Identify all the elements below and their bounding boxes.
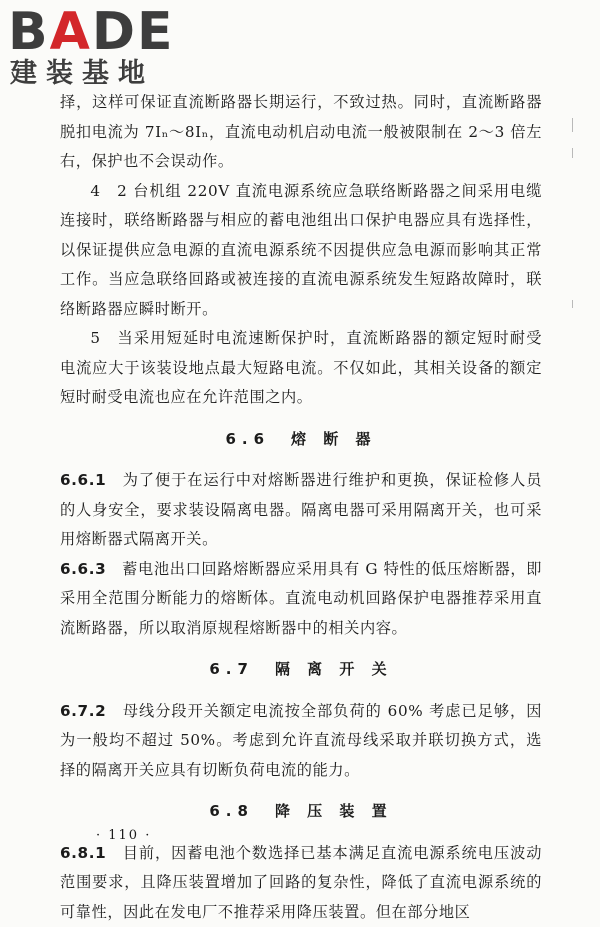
paragraph-item-4: 4 2 台机组 220V 直流电源系统应急联络断路器之间采用电缆连接时，联络断路器与相应的蓄电池组出口保护电器应具有选择性，以保证提供应急电源的直流电源系统不因提供应急电源而影响其正常工作。当应急联络回路或被连接的直流电源系统发生短路故障时，联络断路器应瞬时断开。	[60, 177, 542, 325]
logo-subtitle: 建装基地	[10, 58, 154, 90]
clause-number: 6.8.1	[60, 844, 106, 862]
clause-number: 6.7.2	[60, 702, 106, 720]
section-heading-6-8: 6.8 降 压 装 置	[60, 797, 542, 827]
section-heading-6-7: 6.7 隔 离 开 关	[60, 655, 542, 685]
paragraph-continued: 择，这样可保证直流断路器长期运行，不致过热。同时，直流断路器脱扣电流为 7Iₙ～8Iₙ，直流电动机启动电流一般被限制在 2～3 倍左右，保护也不会误动作。	[60, 88, 542, 177]
clause-6-6-3	[60, 555, 542, 644]
page-number: · 110 ·	[96, 828, 151, 843]
document-page	[60, 88, 542, 927]
clause-text: 蓄电池出口回路熔断器应采用具有 G 特性的低压熔断器，即采用全范围分断能力的熔断体。直流电动机回路保护电器推荐采用直流断路器，所以取消原规程熔断器中的相关内容。	[60, 560, 542, 637]
section-heading-6-6: 6.6 熔 断 器	[60, 425, 542, 455]
paragraph-item-5: 5 当采用短延时电流速断保护时，直流断路器的额定短时耐受电流应大于该装设地点最大短路电流。不仅如此，其相关设备的额定短时耐受电流也应在允许范围之内。	[60, 324, 542, 413]
clause-text: 为了便于在运行中对熔断器进行维护和更换，保证检修人员的人身安全，要求装设隔离电器。隔离电器可采用隔离开关，也可采用熔断器式隔离开关。	[60, 471, 542, 548]
clause-number: 6.6.1	[60, 471, 106, 489]
clause-6-7-2	[60, 697, 542, 786]
scan-edge-mark	[572, 300, 573, 308]
clause-text: 目前，因蓄电池个数选择已基本满足直流电源系统电压波动范围要求，且降压装置增加了回路的复杂性，降低了直流电源系统的可靠性，因此在发电厂不推荐采用降压装置。但在部分地区	[60, 844, 542, 921]
scan-edge-mark	[572, 148, 573, 158]
watermark-logo	[8, 4, 178, 92]
clause-6-6-1	[60, 466, 542, 555]
clause-text: 母线分段开关额定电流按全部负荷的 60% 考虑已足够，因为一般均不超过 50%。考虑到允许直流母线采取并联切换方式，选择的隔离开关应具有切断负荷电流的能力。	[60, 702, 542, 779]
clause-6-8-1	[60, 839, 542, 927]
logo-wordmark: BADE	[8, 4, 175, 60]
clause-number: 6.6.3	[60, 560, 106, 578]
scan-edge-mark	[572, 118, 573, 132]
